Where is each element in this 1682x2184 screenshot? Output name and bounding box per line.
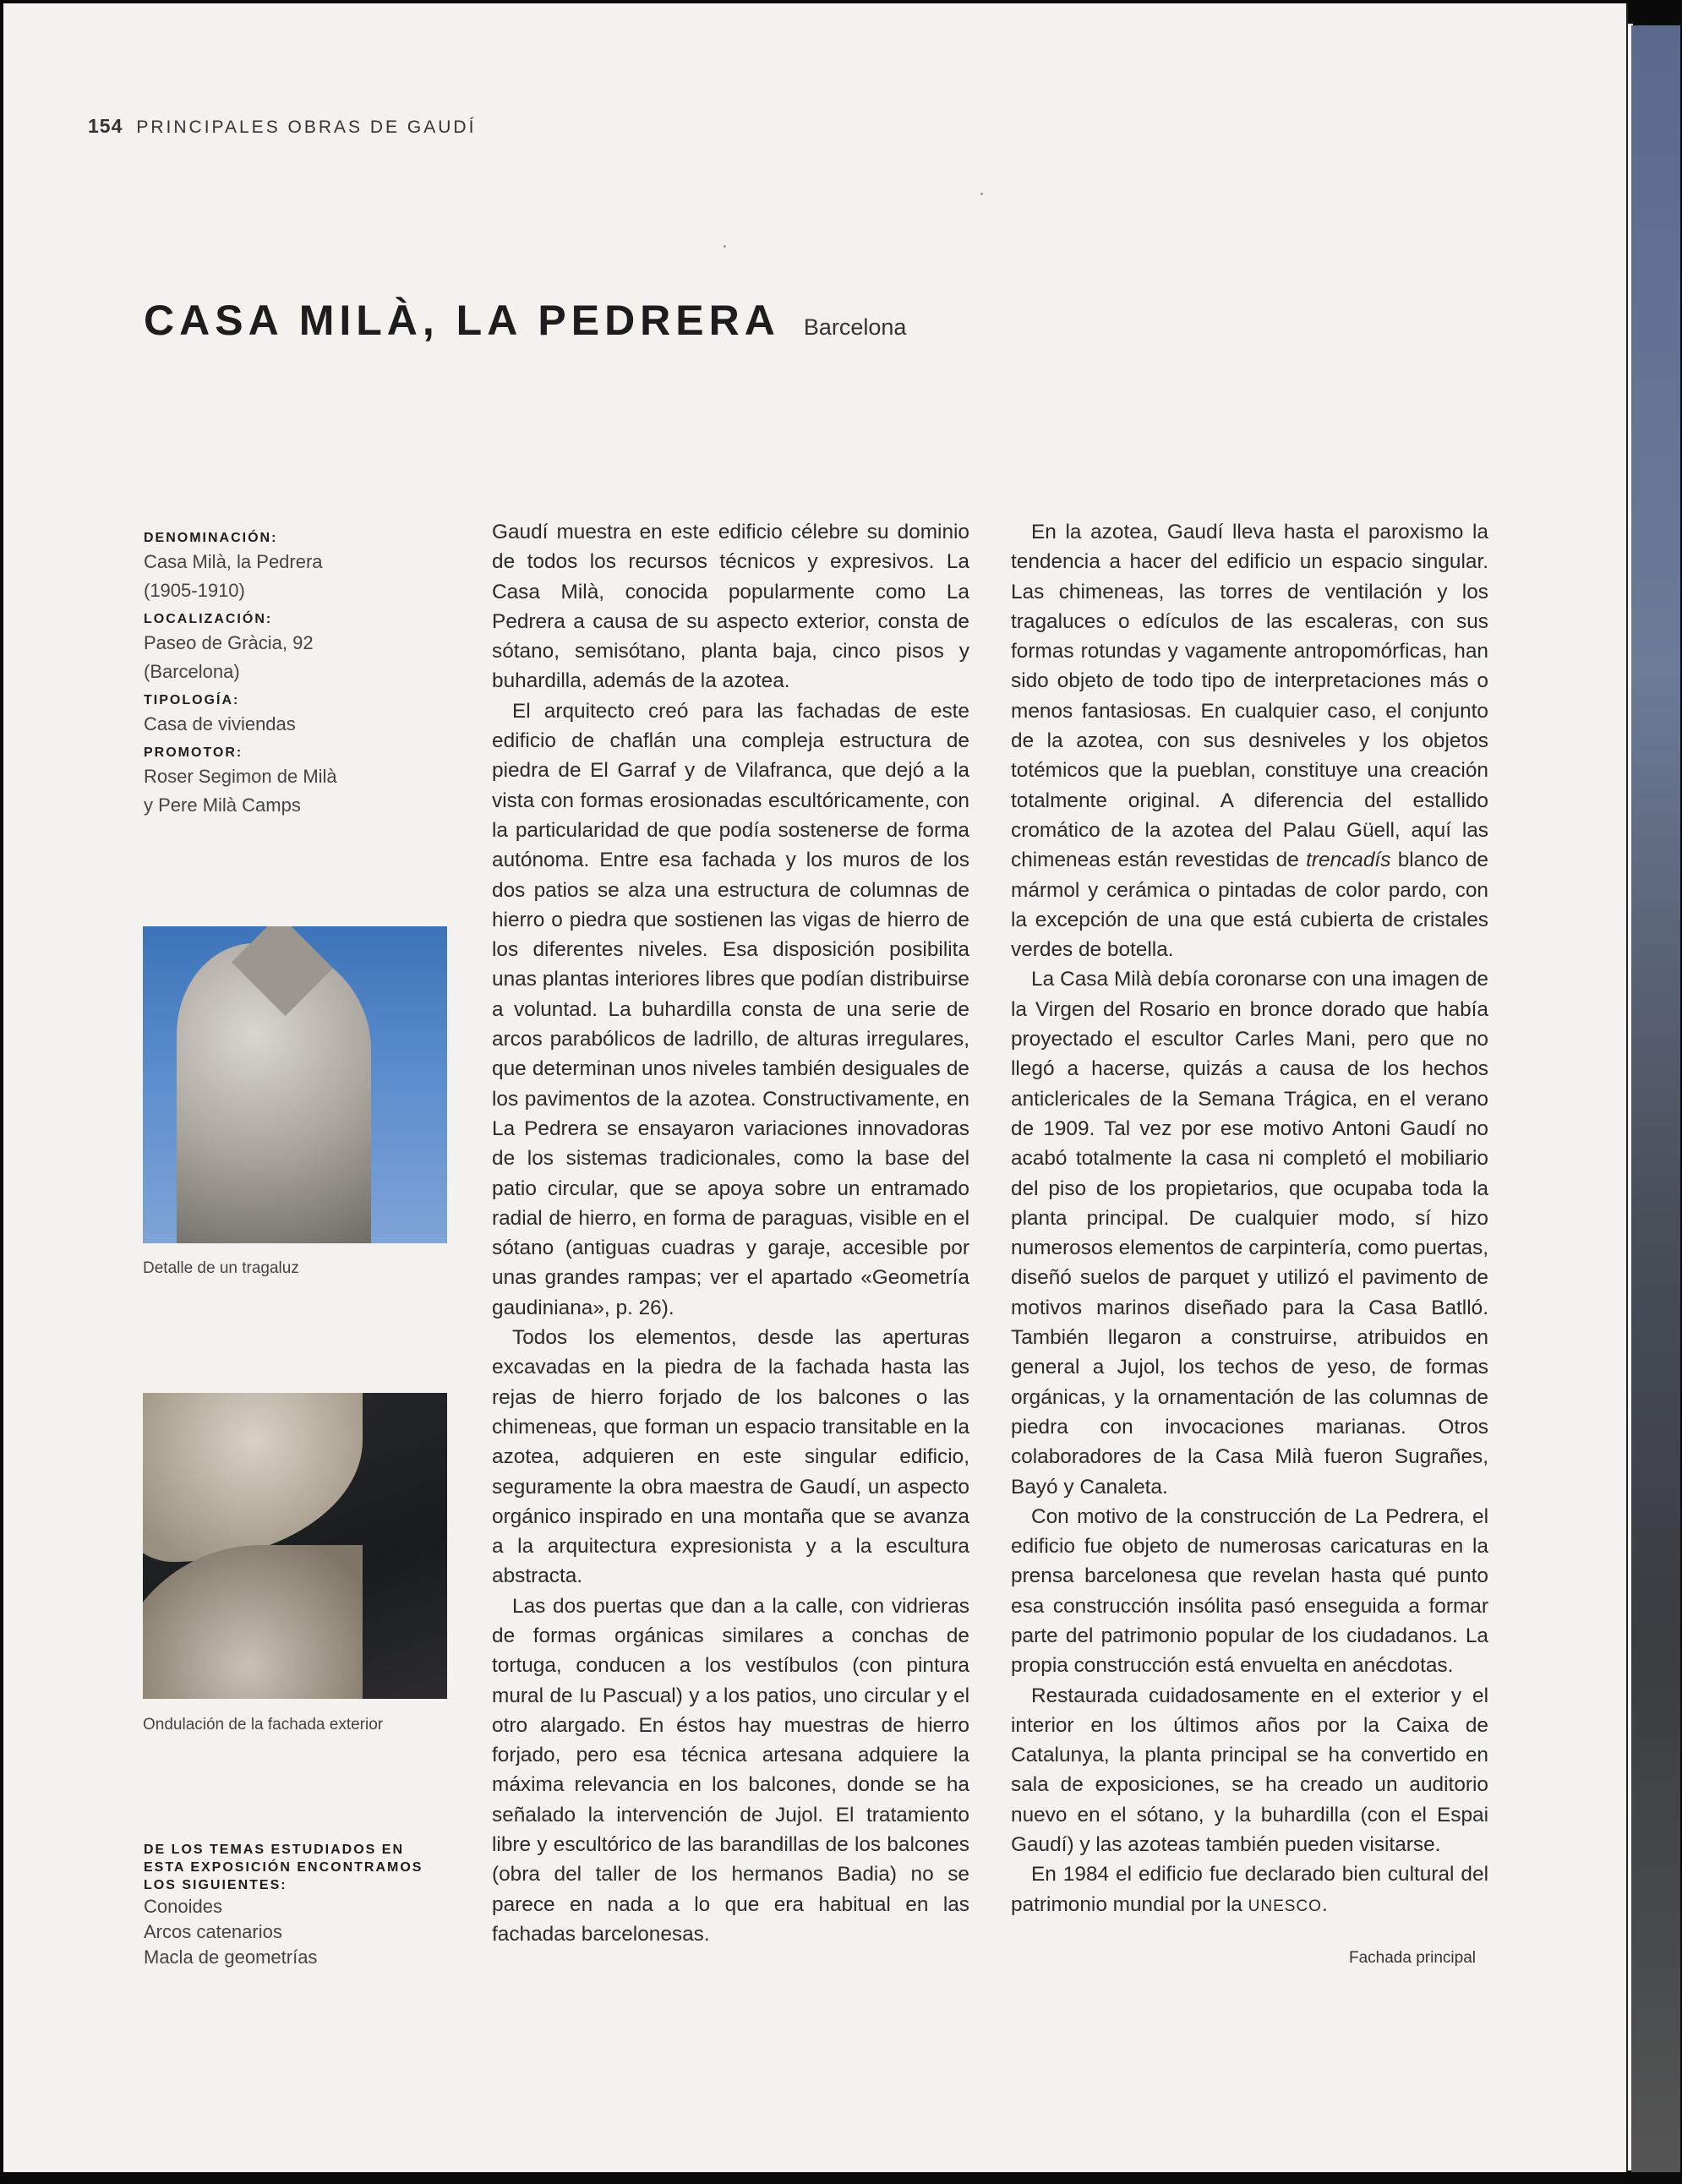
facing-page-photo-edge [1631, 25, 1680, 2172]
paragraph [1011, 1859, 1488, 1921]
text-run: . [1321, 1892, 1328, 1916]
meta-tipologia [144, 691, 423, 739]
themes-box [144, 1841, 448, 1970]
running-head [88, 115, 476, 138]
theme-item: Arcos catenarios [144, 1921, 282, 1942]
figure-skylight-photo [143, 926, 447, 1243]
figure-caption: Detalle de un tragaluz [143, 1259, 299, 1277]
paragraph: El arquitecto creó para las fachadas de este edificio de chaflán una compleja estructura de piedra de El Garraf y de Vilafranca, que dejó a la vista con formas erosionadas escultóricamente, con la particularidad de que podía sostenerse de forma autónoma. Entre esa fachada y los muros de los dos patios se alza una estructura de columnas de hierro o piedra que sostienen las vigas de hierro de los diferentes niveles. Esa disposición posibilita unas plantas interiores libres que podían distribuirse a voluntad. La buhardilla consta de una serie de arcos parabólicos de ladrillo, de alturas irregulares, que determinan unos niveles también desiguales de los pavimentos de la azotea. Constructivamente, en La Pedrera se ensayaron variaciones innovadoras de los sistemas tradicionales, como la base del patio circular, que se apoya sobre un entramado radial de hierro, en forma de paraguas, visible en el sótano (antiguas cuadras y garaje, accesible por unas grandes rampas; ver el apartado «Geometría gaudiniana», p. 26). [492, 699, 969, 1319]
meta-promotor [144, 744, 423, 820]
page-number: 154 [88, 115, 123, 137]
meta-value: (1905-1910) [144, 580, 245, 601]
body-column-2 [1011, 517, 1488, 1921]
paragraph: Gaudí muestra en este edificio célebre su dominio de todos los recursos técnicos y expresivos. La Casa Milà, conocida popularmente como La Pedrera a causa de su aspecto exterior, consta de sótano, semisótano, planta baja, cinco pisos y buhardilla, además de la azotea. [492, 521, 969, 693]
text-run: blanco de mármol y cerámica o pintadas de color pardo, con la excepción de una que está cubierta de cristales verdes de botella. [1011, 849, 1488, 962]
text-run: En la azotea, Gaudí lleva hasta el paroxismo la tendencia a hacer del edificio un espacio singular. Las chimeneas, las torres de ventilación y los tragaluces o edículos de las escaleras, con sus formas rotundas y vagamente antropomórficas, han sido objeto de todo tipo de interpretaciones más o menos fantasiosas. En cualquier caso, el conjunto de la azotea, con sus desniveles y los objetos totémicos que la pueblan, constituye una creación totalmente original. A diferencia del estallido cromático de la azotea del Palau Güell, aquí las chimeneas están revestidas de [1011, 521, 1488, 872]
title-block [144, 296, 906, 345]
paragraph: Con motivo de la construcción de La Pedrera, el edificio fue objeto de numerosas caricaturas en la prensa barcelonesa que revelan hasta qué punto esa construcción insólita pasó enseguida a formar parte del patrimonio popular de los ciudadanos. La propia construcción está envuelta en anécdotas. [1011, 1504, 1488, 1678]
themes-heading: ESTA EXPOSICIÓN ENCONTRAMOS [144, 1860, 423, 1875]
themes-heading: LOS SIGUIENTES: [144, 1878, 287, 1892]
theme-item: Conoides [144, 1896, 222, 1917]
metadata-sidebar [144, 524, 423, 820]
body-column-1 [492, 517, 969, 1949]
photo-caption-right: Fachada principal [1349, 1949, 1476, 1967]
meta-label: DENOMINACIÓN: [144, 531, 278, 545]
meta-value: y Pere Milà Camps [144, 794, 301, 816]
facade-curve [143, 1393, 363, 1562]
paragraph: Restaurada cuidadosamente en el exterior y el interior en los últimos años por la Caixa de Catalunya, la planta principal se ha convertido en sala de exposiciones, se ha creado un auditorio nuevo en el sótano, y la buhardilla (con el Espai Gaudí) y las azoteas también pueden visitarse. [1011, 1684, 1488, 1857]
page-title: CASA MILÀ, LA PEDRERA [144, 297, 780, 344]
meta-value: Casa de viviendas [144, 713, 296, 734]
meta-value: Casa Milà, la Pedrera [144, 551, 323, 572]
scan-speck [980, 193, 983, 195]
paragraph: Las dos puertas que dan a la calle, con vidrieras de formas orgánicas similares a conchas de tortuga, conducen a los vestíbulos (con pintura mural de Iu Pascual) y a los patios, uno circular y el otro alargado. En éstos hay muestras de hierro forjado, pero esa técnica artesana adquiere la máxima relevancia en los balcones, donde se ha señalado la intervención de Jujol. El tratamiento libre y escultórico de las barandillas de los balcones (obra del taller de los hermanos Badia) no se parece en nada a lo que era habitual en las fachadas barcelonesas. [492, 1594, 969, 1946]
italic-term: trencadís [1306, 849, 1391, 872]
meta-value: (Barcelona) [144, 661, 240, 682]
meta-value: Roser Segimon de Milà [144, 766, 337, 787]
meta-denominacion [144, 529, 423, 605]
unesco-smallcaps: UNESCO [1248, 1897, 1322, 1915]
text-run: En 1984 el edificio fue declarado bien cultural del patrimonio mundial por la [1011, 1863, 1488, 1916]
paragraph: Todos los elementos, desde las aperturas excavadas en la piedra de la fachada hasta las rejas de hierro forjado de los balcones o las chimeneas, que forman un espacio transitable en la azotea, adquieren en este singular edificio, seguramente la obra maestra de Gaudí, un aspecto orgánico inspirado en una montaña que se avanza a la arquitectura expresionista y a la escultura abstracta. [492, 1326, 969, 1588]
section-title: PRINCIPALES OBRAS DE GAUDÍ [136, 117, 477, 137]
meta-label: PROMOTOR: [144, 745, 243, 760]
page-subtitle-location: Barcelona [803, 314, 907, 340]
figure-facade-photo [143, 1393, 447, 1699]
facade-curve [143, 1545, 363, 1699]
paragraph [1011, 517, 1488, 964]
themes-heading: DE LOS TEMAS ESTUDIADOS EN [144, 1843, 405, 1857]
meta-label: LOCALIZACIÓN: [144, 612, 273, 626]
meta-label: TIPOLOGÍA: [144, 693, 240, 707]
meta-localizacion [144, 610, 423, 686]
paragraph: La Casa Milà debía coronarse con una imagen de la Virgen del Rosario en bronce dorado que había proyectado el escultor Carles Mani, pero que no llegó a hacerse, quizás a causa de los hechos anticlericales de la Semana Trágica, en el verano de 1909. Tal vez por ese motivo Antoni Gaudí no acabó totalmente la casa ni completó el mobiliario del piso de los propietarios, que ocupaba toda la planta principal. De cualquier modo, sí hizo numerosos elementos de carpintería, como puertas, diseñó suelos de parquet y utilizó el pavimento de motivos marinos diseñado para la Casa Batlló. También llegaron a construirse, atribuidos en general a Jujol, los techos de yeso, de formas orgánicas, y la ornamentación de las columnas de piedra con invocaciones marianas. Otros colaboradores de la Casa Milà fueron Sugrañes, Bayó y Canaleta. [1011, 968, 1488, 1499]
scan-speck [724, 245, 726, 248]
figure-caption: Ondulación de la fachada exterior [143, 1716, 384, 1734]
meta-value: Paseo de Gràcia, 92 [144, 632, 314, 653]
theme-item: Macla de geometrías [144, 1946, 318, 1968]
